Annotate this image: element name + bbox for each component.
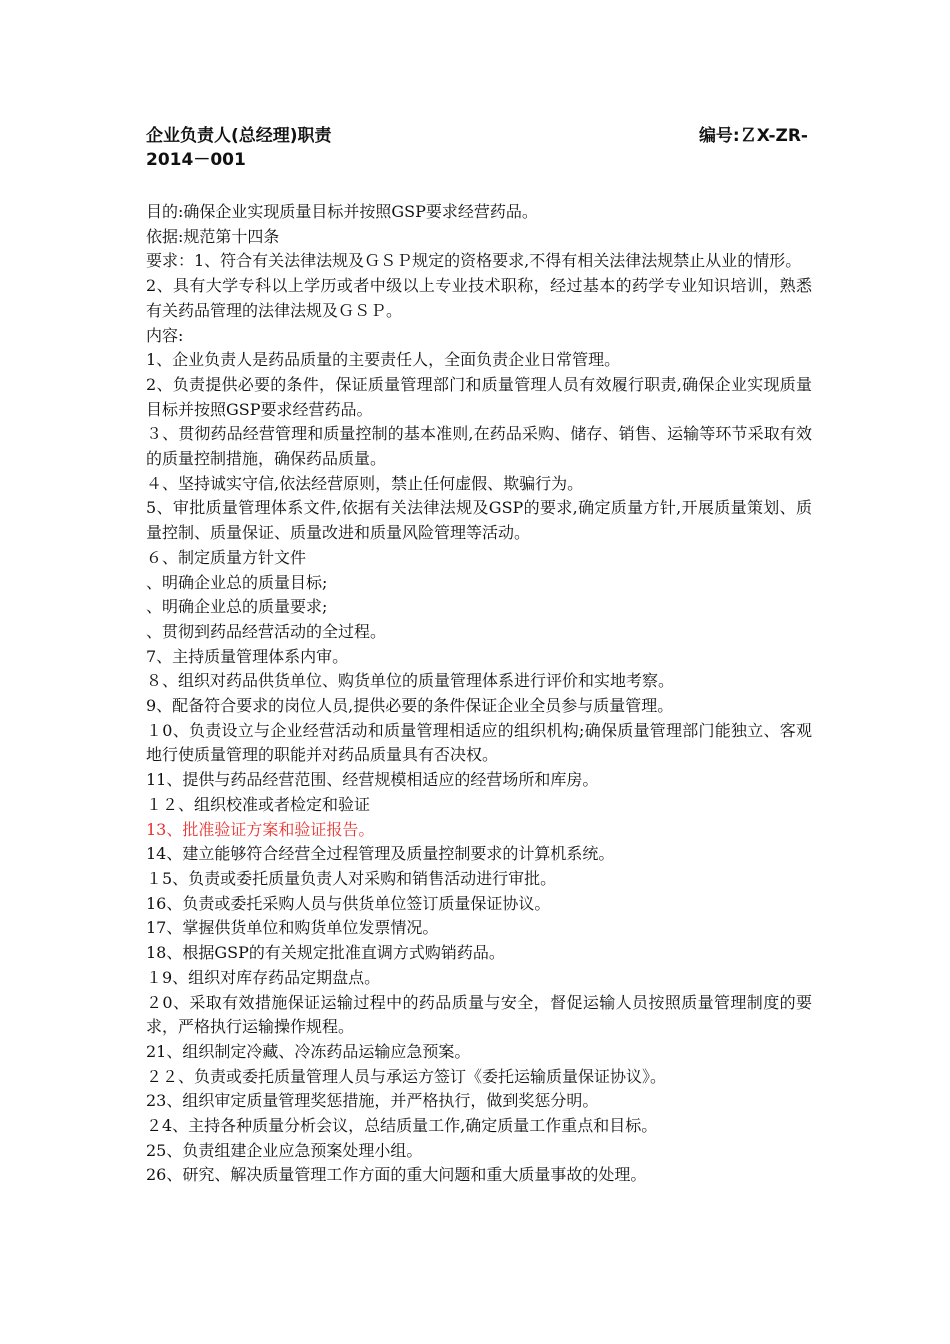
document-header (146, 124, 812, 172)
paragraph: 21、组织制定冷藏、冷冻药品运输应急预案。 (146, 1041, 471, 1061)
paragraph: 目的:确保企业实现质量目标并按照GSP要求经营药品。 (146, 202, 538, 221)
paragraph: ２0、采取有效措施保证运输过程中的药品质量与安全，督促运输人员按照质量管理制度的要求，严格执行运输操作规程。 (146, 992, 812, 1037)
document-code-continued: 2014－001 (146, 150, 246, 170)
paragraph: １２、组织校准或者检定和验证 (146, 794, 371, 814)
paragraph: ４、坚持诚实守信,依法经营原则，禁止任何虚假、欺骗行为。 (146, 473, 584, 493)
paragraph: 11、提供与药品经营范围、经营规模相适应的经营场所和库房。 (146, 770, 599, 790)
paragraph: 9、配备符合要求的岗位人员,提供必要的条件保证企业全员参与质量管理。 (146, 696, 674, 716)
paragraph: 13、批准验证方案和验证报告。 (146, 819, 375, 839)
paragraph: 16、负责或委托采购人员与供货单位签订质量保证协议。 (146, 893, 551, 913)
paragraph: 依据:规范第十四条 (146, 226, 280, 246)
paragraph: ８、组织对药品供货单位、购货单位的质量管理体系进行评价和实地考察。 (146, 671, 675, 691)
paragraph: 2、具有大学专科以上学历或者中级以上专业技术职称，经过基本的药学专业知识培训，熟悉有关药品管理的法律法规及ＧＳＰ。 (146, 276, 812, 320)
paragraph: 25、负责组建企业应急预案处理小组。 (146, 1140, 423, 1160)
paragraph: ２4、主持各种质量分析会议，总结质量工作,确定质量工作重点和目标。 (146, 1116, 658, 1136)
document-page (146, 124, 812, 1188)
paragraph: 、明确企业总的质量要求; (146, 597, 328, 617)
paragraph: 23、组织审定质量管理奖惩措施，并严格执行，做到奖惩分明。 (146, 1091, 599, 1111)
paragraph: 17、掌握供货单位和购货单位发票情况。 (146, 918, 439, 938)
paragraph: 、明确企业总的质量目标; (146, 572, 328, 592)
paragraph: 内容: (146, 325, 184, 345)
paragraph: １0、负责设立与企业经营活动和质量管理相适应的组织机构;确保质量管理部门能独立、客观地行使质量管理的职能并对药品质量具有否决权。 (146, 720, 812, 765)
paragraph: 7、主持质量管理体系内审。 (146, 646, 349, 666)
paragraph: 26、研究、解决质量管理工作方面的重大问题和重大质量事故的处理。 (146, 1165, 647, 1185)
document-title: 企业负责人(总经理)职责 (146, 126, 332, 146)
paragraph: ２２、负责或委托质量管理人员与承运方签订《委托运输质量保证协议》。 (146, 1066, 667, 1086)
paragraph: 要求：1、符合有关法律法规及ＧＳＰ规定的资格要求,不得有相关法律法规禁止从业的情形。 (146, 251, 802, 271)
paragraph: 2、负责提供必要的条件，保证质量管理部门和质量管理人员有效履行职责,确保企业实现质量目标并按照GSP要求经营药品。 (146, 374, 812, 419)
paragraph: 5、审批质量管理体系文件,依据有关法律法规及GSP的要求,确定质量方针,开展质量策划、质量控制、质量保证、质量改进和质量风险管理等活动。 (146, 498, 812, 543)
paragraph: 、贯彻到药品经营活动的全过程。 (146, 621, 387, 641)
paragraph: １9、组织对库存药品定期盘点。 (146, 967, 381, 987)
paragraph: １5、负责或委托质量负责人对采购和销售活动进行审批。 (146, 868, 557, 888)
paragraph: 18、根据GSP的有关规定批准直调方式购销药品。 (146, 943, 505, 963)
paragraph: 14、建立能够符合经营全过程管理及质量控制要求的计算机系统。 (146, 844, 615, 864)
paragraph: 1、企业负责人是药品质量的主要责任人，全面负责企业日常管理。 (146, 350, 621, 370)
paragraph: ６、制定质量方针文件 (146, 547, 307, 567)
document-code: 编号:ＺX-ZR- (698, 126, 808, 146)
paragraph: ３、贯彻药品经营管理和质量控制的基本准则,在药品采购、储存、销售、运输等环节采取有效的质量控制措施，确保药品质量。 (146, 424, 812, 469)
document-body (146, 200, 812, 1188)
